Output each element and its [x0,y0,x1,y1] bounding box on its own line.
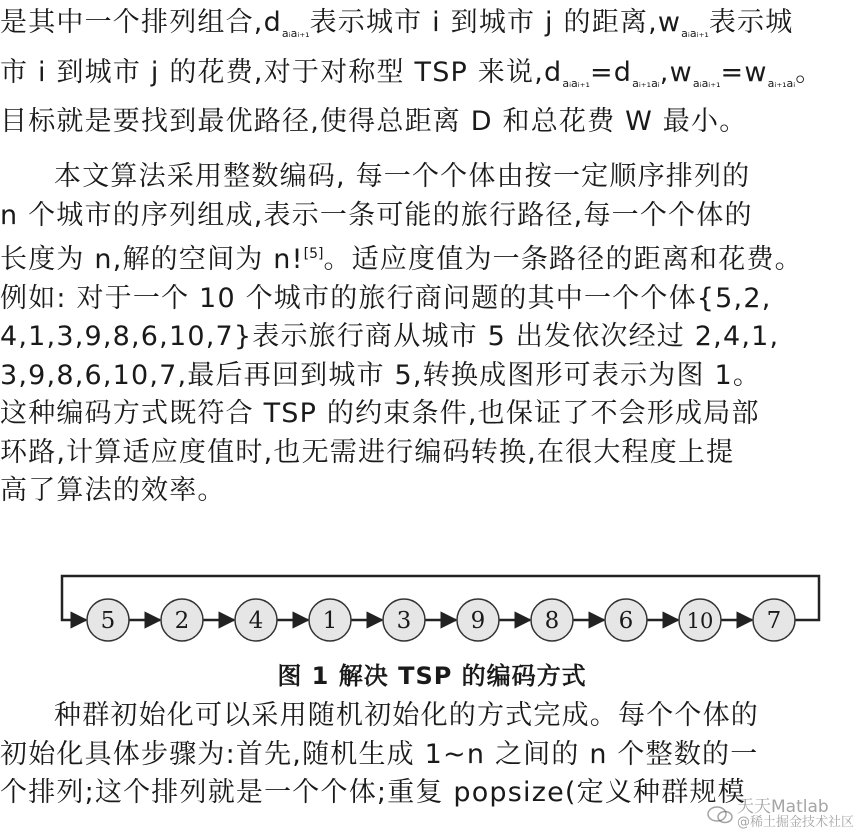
tsp-encoding-figure [56,572,826,650]
text-line: 4,1,3,9,8,6,10,7}表示旅行商从城市 5 出发依次经过 2,4,1, [0,321,780,352]
text-line: n 个城市的序列组成,表示一条可能的旅行路径,每一个个体的 [0,199,753,231]
chat-bubble-icon [707,805,733,825]
city-node [161,599,203,641]
subscript: aᵢ₊₁aᵢ [767,76,796,90]
paragraph-1 [0,4,864,142]
watermark [707,799,854,831]
city-node-label: 6 [618,608,634,634]
city-node [605,599,647,641]
city-node-label: 3 [396,608,412,634]
paragraph-2 [0,158,864,511]
city-node-label: 1 [322,608,338,634]
text-line: 目标就是要找到最优路径,使得总距离 D 和总花费 W 最小。 [0,106,748,137]
text-line: 例如: 对于一个 10 个城市的旅行商问题的其中一个个体{5,2, [0,282,772,314]
city-node-label: 7 [766,608,782,634]
text-line: 环路,计算适应度值时,也无需进行编码转换,在很大程度上提 [0,436,735,468]
city-node-label: 10 [686,609,714,633]
citation-superscript: [5] [303,246,324,262]
watermark-title: 天天Matlab [736,797,829,817]
subscript: aᵢaᵢ₊₁ [281,27,310,40]
city-node-label: 9 [470,608,486,634]
subscript: aᵢaᵢ₊₁ [692,76,721,90]
text-line: 长度为 n,解的空间为 n![5]。适应度值为一条路径的距离和花费。 [0,244,803,275]
city-node-label: 2 [174,608,190,634]
watermark-site: @稀土掘金技术社区 [736,815,854,830]
text-line: 初始化具体步骤为:首先,随机生成 1~n 之间的 n 个整数的一 [0,738,759,770]
text-line: 3,9,8,6,10,7,最后再回到城市 5,转换成图形可表示为图 1。 [0,359,762,391]
text-line: 本文算法采用整数编码, 每一个个体由按一定顺序排列的 [54,161,751,192]
text-line: 市 i 到城市 j 的花费,对于对称型 TSP 来说$,d_{aᵢaᵢ_{+1}}=d_{aᵢ_{+1}aᵢ},w_{aᵢaᵢ_{+1}}=w_{aᵢ_{+1}aᵢ}$。 [0,56,824,90]
paragraph-3 [0,697,864,817]
subscript: aᵢaᵢ₊₁ [562,76,590,90]
city-node [309,599,351,641]
city-node [531,599,573,641]
subscript: aᵢaᵢ₊₁ [681,27,709,40]
city-node-label: 4 [248,608,264,634]
city-node [235,599,277,641]
text-line: 是其中一个排列组合$,d_{aᵢaᵢ_{+1}}$表示城市 i 到城市 j 的距离$,w_{aᵢaᵢ_{+1}}$表示城 [0,7,794,40]
city-node-label: 8 [544,608,560,634]
city-node-label: 5 [100,608,116,634]
text-line: 种群初始化可以采用随机初始化的方式完成。每个个体的 [54,700,759,731]
text-line: 高了算法的效率。 [0,475,226,506]
city-node [383,599,425,641]
city-node [679,599,721,641]
city-node [457,599,499,641]
city-node [87,599,129,641]
city-node [753,599,795,641]
figure-caption: 图 1 解决 TSP 的编码方式 [277,662,587,690]
text-line: 这种编码方式既符合 TSP 的约束条件,也保证了不会形成局部 [0,398,760,429]
subscript: aᵢ₊₁aᵢ [632,76,660,90]
text-line: 个排列;这个排列就是一个个体;重复 popsize(定义种群规模 [0,777,746,808]
